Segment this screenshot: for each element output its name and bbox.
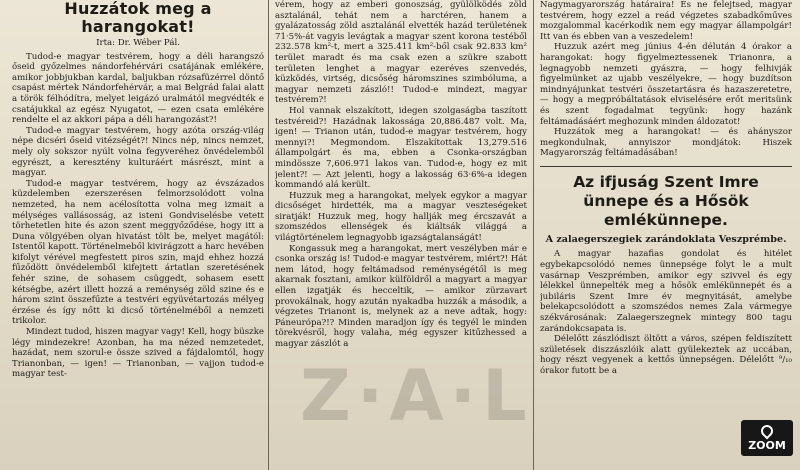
paragraph: vérem, hogy az emberi gonoszság, gyülölködés zöld asztalánál, tehát nem a harctéren, hanem a gyalázatosság zöld asztalánál elvették hazád területének 71·5%-át vagyis levágtak a magyar szent korona testéből 232.578 km²-t, mert a 325.411 km²-ből csak 92.833 km² terület maradt és ma csak ezen a szükre szabott területen lenghet a magyar ezeréves szenvedés, küzködés, virtség, dicsőség háromszines szimbóluma, a magyar nemzeti zászló!! Tudod-e mindezt, magyar testvérem?!	[275, 0, 527, 106]
article-headline: Huzzátok meg a harangokat!	[64, 0, 212, 36]
section-rule	[540, 166, 792, 167]
paragraph: Huzzuk azért meg június 4-én délután 4 órakor a harangokat: hogy figyelmeztessenek Trianonra, a legnagyobb nemzeti gyászra, — hogy felhivják figyelmünket az ujabb veszélyekre, — hogy buzdítson mindnyájunkat testvéri összetartásra és hazaszeretetre, — hogy a megpróbáltatások elviselésére erőt meritsünk és szent fogadalmat tegyünk: hogy hazánk feltámadásáért meghozunk minden áldozatot!	[540, 42, 792, 127]
paragraph: Hol vannak elszakított, idegen szolgaságba taszított testvéreid?! Hazádnak lakossága 20,886.487 volt. Ma, igen! — Trianon után, tudod-e magyar testvérem, hogy mennyi?! Megmondom. Elszakítottak 13,279.516 állampolgárt és ma, ebben a Csonka-országban mindössze 7,606.971 lakos van. Tudod-e, hogy ez mit jelent?! — Azt jelenti, hogy a lakosság 63·6%-a idegen kommandó alá került.	[275, 105, 527, 191]
column-divider	[533, 0, 534, 470]
paragraph: A magyar hazafias gondolat és hitélet egybekapcsolódó nemes ünnepsége folyt le a mult vasárnap Veszprémben, amikor egy szivvel és egy lélekkel ünnepelték meg a hősök emlékünnepét és a jubiláris Szent Imre év megnyitását, amelybe belekapcsolódott a szomszédos nemes Zala vármegye székvárosának: Zalaegerszegnek mintegy 800 tagu zarándokcsapata is.	[540, 249, 792, 334]
article-column-1	[12, 0, 264, 470]
paragraph: Nagymagyarország határaira! És ne felejtsed, magyar testvérem, hogy ezzel a reád végzetes szabadkőműves mozgalommal kacérkodik nem egy magyar állampolgár! Itt van és ebben van a veszedelem!	[540, 0, 792, 42]
paragraph: Huzzuk meg a harangokat, melyek egykor a magyar dicsőséget hirdették, ma a magyar veszteségeket siratják! Huzzuk meg, hogy hallják meg ércszavát a szomszédos ellenségek és kiáltsák világgá a világtörténelem legnagyobb igazságtalanságát!	[275, 190, 527, 244]
zoom-badge-label: ZOOM	[748, 438, 786, 452]
column-divider	[268, 0, 269, 470]
paragraph: Mindezt tudod, hiszen magyar vagy! Kell, hogy büszke légy mindezekre! Azonban, ha ma nézed nemzetedet, hazádat, nem szorul-e össze szived a fájdalomtól, hogy Trianonban, — igen! — Trianonban, — vajjon tudod-e magyar test-	[12, 327, 264, 380]
second-article-headline: Az ifjuság Szent Imre ünnepe és a Hősök emlékünnepe.	[573, 172, 759, 229]
article-byline: Irta: Dr. Wéber Pál.	[96, 38, 180, 48]
paragraph: Huzzátok meg a harangokat! — és ahányszor megkondulnak, annyiszor mondjátok: Hiszek Magyarország feltámadásában!	[540, 127, 792, 159]
paragraph: Kongassuk meg a harangokat, mert veszélyben már e csonka ország is! Tudod-e magyar testvérem, miért?! Hát nem látod, hogy feltámadsod reménységétől is meg akarnak fosztani, amikor külföldről a magyart a magyar ellen izgatják és hecceltik, — amikor zürzavart provokálnak, hogy azután nyakadba huzzák a második, a végzetes Trianont is, melynek az a neve adtak, hogy: Páneurópa?!? Minden maradjon így és tegyél le minden törekvésről, hogy valaha, még egyszer kitűzhessed a magyar zászlót a	[275, 243, 527, 349]
location-pin-icon	[759, 422, 776, 439]
watermark-stamp: Z·A·L	[300, 355, 533, 437]
article-column-3	[540, 0, 792, 470]
paragraph: Tudod-e magyar testvérem, hogy azóta ország-világ népe dicséri őseid vitézségét?! Nincs nép, nincs nemzet, mely oly sokszor nyúlt volna fegyveréhez önvédelemből egyrészt, a keresztény kulturáért másrészt, mint a magyar.	[12, 125, 264, 179]
paragraph: Tudod-e magyar testvérem, hogy a déli harangszó őseid győzelmes nándorfehérvári csatájának emlékére, amikor jobbjukban kardal, baljukban rózsafüzérrel döntő csapást mértek Nándorfehérvár, a mai Belgrád falai alatt a török félhódítra, melyet leigázó uralmától megvédték e csatájukkal az egész Nyugatot, — ezen csata emlékére rendelte el az akkori pápa a déli harangozást?!	[12, 51, 264, 126]
paragraph: Tudod-e magyar testvérem, hogy az évszázados küzdelemben ezerszerésen felmorzsolódott volna nemzeted, ha nem acélosította volna meg izmait a mélységes vallásosság, az isteni Gondviselésbe vetett törhetetlen hite és azon szent meggyőződése, hogy itt a Duna völgyében olyan hivatást tölt be, melyet magától: Istentől kapott. Történelmeből kivirágzott a harc hevében kifolyt vérével megfestett piros szin, majd ehhez hozzá fűződött önvédelemből kifejtett ártatlan szeretésének fehér szine, de sohasem csüggedt, sohasem esett kétségbe, azért illett hozzá a reménység zöld szine és e három szint összefűzte a testvéri együvétartozás mélyeg érzése és így nőtt ki dicső történelméből a nemzeti trikolor.	[12, 178, 264, 327]
paragraph: Délelőtt zászlódiszt öltött a város, szépen feldiszített születések diszzászlóik alatt gyülekeztek az uccában, hogy részt vegyenek a kettős ünnepségen. Délelőtt ⁹/₁₀ órakor futott be a	[540, 334, 792, 376]
second-article-subhead: A zalaegerszegiek zarándoklata Veszprémbe.	[545, 233, 787, 245]
zoom-badge[interactable]	[741, 420, 793, 456]
